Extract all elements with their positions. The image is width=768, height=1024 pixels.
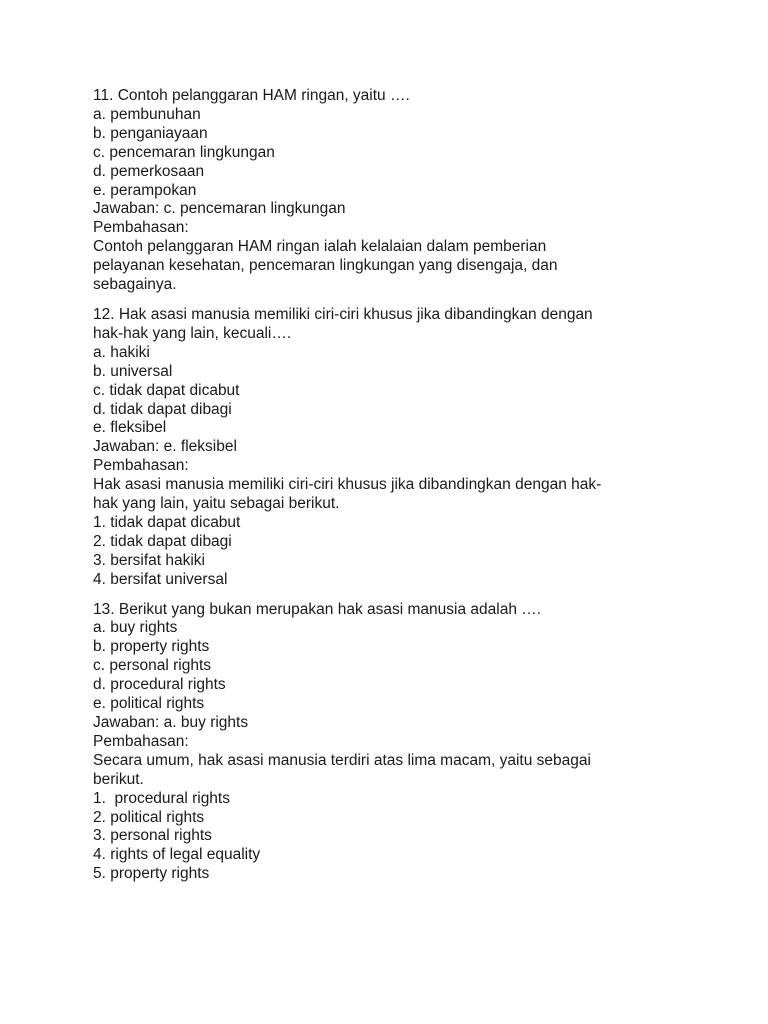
discussion-label: Pembahasan: [93, 457, 189, 475]
option-e: e. political rights [93, 695, 205, 713]
option-a: a. pembunuhan [93, 105, 201, 123]
option-d: d. pemerkosaan [93, 162, 205, 180]
discussion-label: Pembahasan: [93, 219, 189, 237]
option-d: d. tidak dapat dibagi [93, 400, 232, 418]
discussion-list-item: 3. personal rights [93, 827, 212, 845]
discussion-line: berikut. [93, 770, 144, 788]
discussion-list-item: 2. tidak dapat dibagi [93, 532, 232, 550]
option-b: b. property rights [93, 638, 210, 656]
question-12 [93, 306, 683, 590]
option-c: c. pencemaran lingkungan [93, 143, 275, 161]
option-b: b. penganiayaan [93, 124, 208, 142]
option-d: d. procedural rights [93, 676, 226, 694]
answer-text: Jawaban: a. buy rights [93, 714, 249, 731]
option-a: a. hakiki [93, 343, 150, 361]
discussion-line: sebagainya. [93, 276, 177, 294]
option-b: b. universal [93, 362, 173, 380]
discussion-list-item: 3. bersifat hakiki [93, 551, 205, 569]
answer-text: Jawaban: e. fleksibel [93, 438, 237, 456]
discussion-line: Hak asasi manusia memiliki ciri-ciri khusus jika dibandingkan dengan hak- [93, 476, 602, 494]
discussion-line: pelayanan kesehatan, pencemaran lingkungan yang disengaja, dan [93, 257, 558, 275]
question-text: 12. Hak asasi manusia memiliki ciri-ciri khusus jika dibandingkan dengan [93, 305, 593, 323]
discussion-list-item: 4. rights of legal equality [93, 846, 261, 864]
discussion-list-item: 1. tidak dapat dicabut [93, 513, 241, 531]
question-text: 13. Berikut yang bukan merupakan hak asasi manusia adalah …. [93, 600, 542, 618]
question-text: 11. Contoh pelanggaran HAM ringan, yaitu …. [93, 87, 410, 104]
option-c: c. personal rights [93, 657, 212, 675]
discussion-list-item: 5. property rights [93, 865, 210, 883]
discussion-list-item: 1. procedural rights [93, 789, 230, 807]
document-page [93, 87, 683, 895]
discussion-line: Secara umum, hak asasi manusia terdiri atas lima macam, yaitu sebagai [93, 751, 591, 769]
answer-text: Jawaban: c. pencemaran lingkungan [93, 200, 346, 218]
option-c: c. tidak dapat dicabut [93, 381, 240, 399]
option-e: e. fleksibel [93, 419, 167, 437]
discussion-line: hak yang lain, yaitu sebagai berikut. [93, 495, 340, 513]
discussion-list-item: 2. political rights [93, 808, 205, 826]
option-a: a. buy rights [93, 619, 178, 637]
option-e: e. perampokan [93, 181, 197, 199]
question-11 [93, 87, 683, 295]
discussion-line: Contoh pelanggaran HAM ringan ialah kelalaian dalam pemberian [93, 238, 547, 256]
question-text: hak-hak yang lain, kecuali…. [93, 324, 292, 342]
question-13 [93, 601, 683, 885]
discussion-label: Pembahasan: [93, 732, 189, 750]
discussion-list-item: 4. bersifat universal [93, 570, 228, 588]
